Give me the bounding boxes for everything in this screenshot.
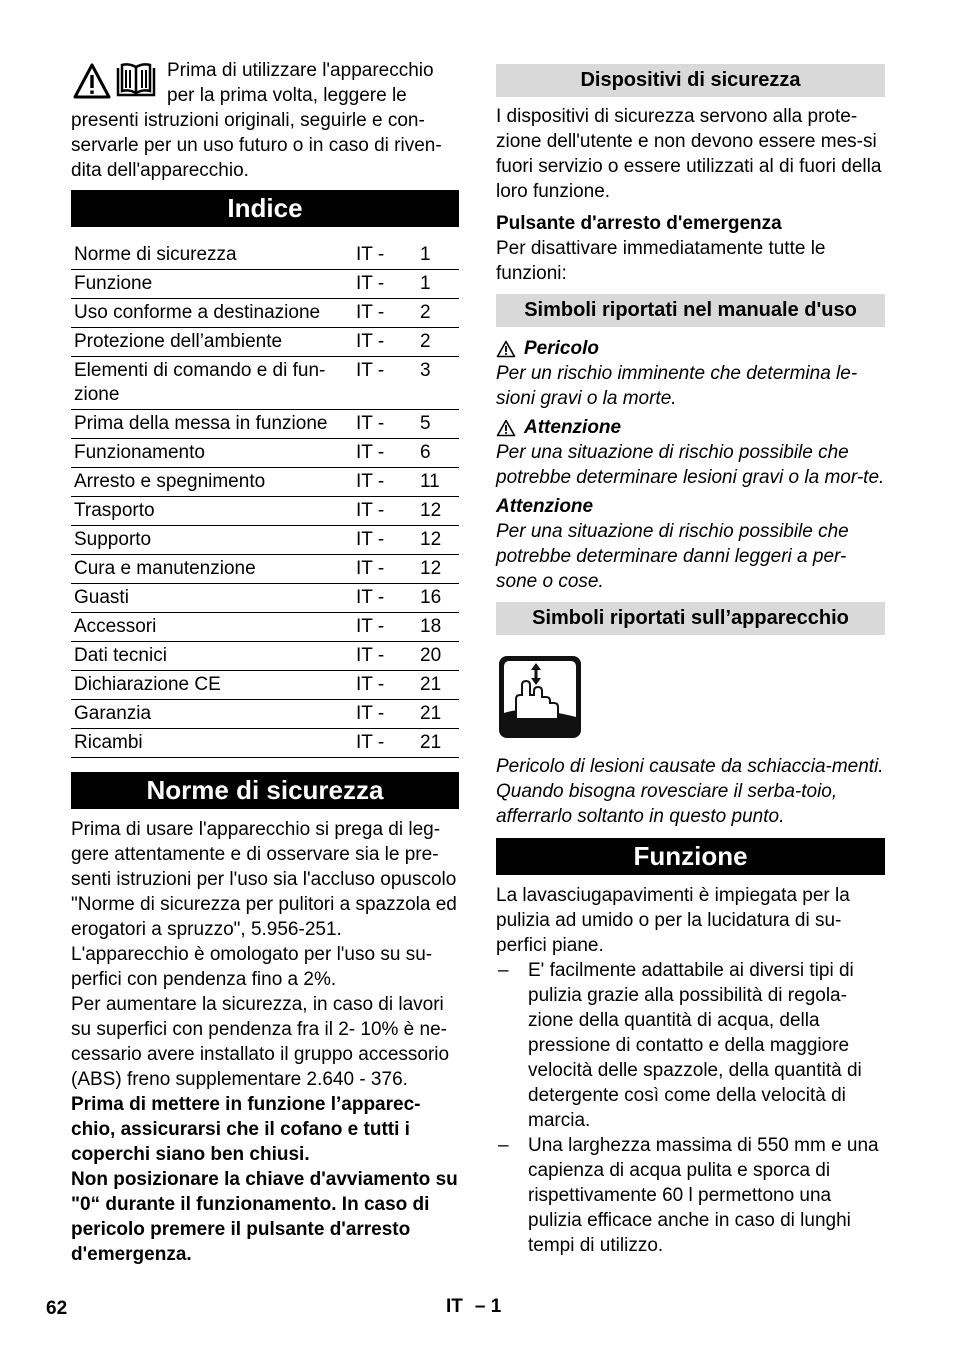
simboli-apparecchio-heading: Simboli riportati sull’apparecchio <box>496 602 885 635</box>
toc-entry-page: 16 <box>420 587 442 608</box>
dispositivi-heading: Dispositivi di sicurezza <box>496 64 885 97</box>
attenzione-label: Attenzione <box>496 496 594 517</box>
norme-paragraph: Per aumentare la sicurezza, in caso di lavori su superfici con pendenza fra il 2- 10% è ne-cessario avere installato il gruppo accessorio (ABS) freno supplementare 2.640 - 376. <box>71 994 450 1090</box>
table-row <box>71 555 459 584</box>
toc-entry-lang: IT - <box>356 471 385 492</box>
toc-entry-title: Protezione dell’ambiente <box>74 331 283 352</box>
toc-entry-page: 21 <box>420 732 442 753</box>
pericolo-title <box>496 336 885 361</box>
toc-entry-page: 2 <box>420 331 431 352</box>
simboli-apparecchio-text: Pericolo di lesioni causate da schiaccia-menti. Quando bisogna rovesciare il serba-toio, afferrarlo soltanto in questo punto. <box>496 756 884 827</box>
list-item-text: Una larghezza massima di 550 mm e una capienza di acqua pulita e sporca di rispettivamente 60 l permettono una pulizia efficace anche in caso di lunghi tempi di utilizzo. <box>528 1135 879 1256</box>
footer-section-page: – 1 <box>474 1296 502 1317</box>
table-row <box>71 270 459 299</box>
table-row <box>71 526 459 555</box>
pericolo-text: Per un rischio imminente che determina le-sioni gravi o la morte. <box>496 363 858 409</box>
toc-entry-page: 20 <box>420 645 442 666</box>
list-item <box>496 1133 885 1258</box>
left-column <box>71 58 459 1267</box>
emergency-stop-subheading: Pulsante d'arresto d'emergenza <box>496 213 782 234</box>
dispositivi-paragraph: I dispositivi di sicurezza servono alla prote-zione dell'utente e non devono essere mes-si fuori servizio o essere utilizzati al di fuori della loro funzione. <box>496 106 882 202</box>
table-row <box>71 299 459 328</box>
list-item <box>496 958 885 1133</box>
toc-entry-lang: IT - <box>356 703 385 724</box>
table-row <box>71 439 459 468</box>
intro-line: dita dell'apparecchio. <box>71 160 249 181</box>
footer-lang: IT <box>446 1296 463 1317</box>
table-row <box>71 700 459 729</box>
toc-entry-title: Ricambi <box>74 732 143 753</box>
intro-line: Prima di utilizzare l'apparecchio <box>167 60 434 81</box>
toc-entry-title: Dichiarazione CE <box>74 674 221 695</box>
funzione-heading: Funzione <box>496 838 885 875</box>
intro-icons <box>73 62 157 100</box>
toc-entry-page: 21 <box>420 703 442 724</box>
toc-entry-page: 21 <box>420 674 442 695</box>
toc-entry-page: 12 <box>420 500 442 521</box>
table-row <box>71 671 459 700</box>
table-row <box>71 729 459 758</box>
footer-section <box>446 1294 501 1319</box>
intro-line: per la prima volta, leggere le <box>167 85 407 106</box>
table-row <box>71 613 459 642</box>
attenzione-title <box>496 415 885 440</box>
toc-entry-lang: IT - <box>356 442 385 463</box>
table-row <box>71 468 459 497</box>
toc-entry-title: Garanzia <box>74 703 152 724</box>
toc-entry-page: 1 <box>420 244 431 265</box>
warning-triangle-icon <box>496 419 516 437</box>
toc-entry-page: 12 <box>420 529 442 550</box>
toc-entry-lang: IT - <box>356 587 385 608</box>
manual-book-icon <box>115 62 157 100</box>
toc-entry-title: Accessori <box>74 616 157 637</box>
toc-entry-lang: IT - <box>356 558 385 579</box>
toc-entry-title: Guasti <box>74 587 129 608</box>
attenzione-text: Per una situazione di rischio possibile che potrebbe determinare danni leggeri a per-sone o cose. <box>496 521 849 592</box>
norme-bold-paragraph: Prima di mettere in funzione l’apparec-chio, assicurarsi che il cofano e tutti i coperchi siano ben chiusi. <box>71 1094 421 1165</box>
toc-entry-title: Cura e manutenzione <box>74 558 256 579</box>
toc-entry-title: Uso conforme a destinazione <box>74 302 321 323</box>
intro-note <box>71 58 459 183</box>
dash-bullet: – <box>498 1135 509 1156</box>
toc-entry-lang: IT - <box>356 732 385 753</box>
simboli-manuale-heading: Simboli riportati nel manuale d'uso <box>496 294 885 327</box>
toc-entry-lang: IT - <box>356 244 385 265</box>
dash-bullet: – <box>498 960 509 981</box>
toc-entry-title: Dati tecnici <box>74 645 167 666</box>
intro-line: presenti istruzioni originali, seguirle e con- <box>71 110 425 131</box>
warning-triangle-icon <box>496 340 516 358</box>
norme-paragraph: Prima di usare l'apparecchio si prega di leg-gere attentamente e di osservare sia le pre-senti istruzioni per l'uso sia l'accluso opuscolo "Norme di sicurezza per pulitori a spazzola ed erogatori a spruzzo", 5.956-251. <box>71 819 457 940</box>
attenzione-text: Per una situazione di rischio possibile che potrebbe determinare lesioni gravi o la mor-te. <box>496 442 885 488</box>
attenzione-label: Attenzione <box>524 417 622 438</box>
pericolo-label: Pericolo <box>524 338 599 359</box>
right-column <box>496 64 885 1258</box>
norme-heading: Norme di sicurezza <box>71 772 459 809</box>
toc-entry-title: Arresto e spegnimento <box>74 471 266 492</box>
toc-entry-lang: IT - <box>356 645 385 666</box>
indice-heading: Indice <box>71 190 459 227</box>
toc-entry-page: 12 <box>420 558 442 579</box>
attenzione-plain-title <box>496 494 885 519</box>
list-item-text: E' facilmente adattabile ai diversi tipi di pulizia grazie alla possibilità di regola-zione della quantità di acqua, della pressione di contatto e della maggiore velocità delle spazzole, della quantità di detergente così come della velocità di marcia. <box>528 960 862 1131</box>
toc-entry-title: Norme di sicurezza <box>74 244 237 265</box>
toc-entry-lang: IT - <box>356 360 385 381</box>
table-row <box>71 642 459 671</box>
toc-entry-lang: IT - <box>356 674 385 695</box>
toc-entry-title: Supporto <box>74 529 152 550</box>
toc-entry-page: 11 <box>420 471 440 492</box>
toc-entry-page: 1 <box>420 273 431 294</box>
toc-entry-lang: IT - <box>356 302 385 323</box>
toc-entry-title: Prima della messa in funzione <box>74 413 328 434</box>
toc-table <box>71 241 459 758</box>
warning-triangle-icon <box>73 62 111 100</box>
toc-entry-lang: IT - <box>356 529 385 550</box>
toc-entry-lang: IT - <box>356 413 385 434</box>
toc-entry-lang: IT - <box>356 616 385 637</box>
toc-entry-page: 3 <box>420 360 431 381</box>
toc-entry-lang: IT - <box>356 331 385 352</box>
toc-entry-lang: IT - <box>356 500 385 521</box>
toc-entry-page: 18 <box>420 616 442 637</box>
toc-entry-title: Elementi di comando e di fun-zione <box>74 360 326 405</box>
toc-entry-page: 6 <box>420 442 431 463</box>
hand-crush-warning-icon <box>498 655 582 739</box>
table-row <box>71 410 459 439</box>
table-row <box>71 584 459 613</box>
toc-entry-lang: IT - <box>356 273 385 294</box>
toc-entry-page: 2 <box>420 302 431 323</box>
funzione-paragraph: La lavasciugapavimenti è impiegata per la pulizia ad umido o per la lucidatura di su-perfici piane. <box>496 885 850 956</box>
table-row <box>71 497 459 526</box>
intro-line: servarle per un uso futuro o in caso di riven- <box>71 135 442 156</box>
funzione-list <box>496 958 885 1258</box>
table-row <box>71 241 459 270</box>
norme-bold-paragraph: Non posizionare la chiave d'avviamento su "0“ durante il funzionamento. In caso di pericolo premere il pulsante d'arresto d'emergenza. <box>71 1169 458 1265</box>
norme-body <box>71 817 459 1267</box>
toc-entry-page: 5 <box>420 413 431 434</box>
page-number: 62 <box>46 1298 68 1319</box>
table-row <box>71 328 459 357</box>
toc-entry-title: Funzionamento <box>74 442 205 463</box>
toc-entry-title: Funzione <box>74 273 153 294</box>
table-row <box>71 357 459 410</box>
toc-entry-title: Trasporto <box>74 500 155 521</box>
norme-paragraph: L'apparecchio è omologato per l'uso su su-perfici con pendenza fino a 2%. <box>71 944 433 990</box>
dispositivi-paragraph: Per disattivare immediatamente tutte le funzioni: <box>496 238 826 284</box>
